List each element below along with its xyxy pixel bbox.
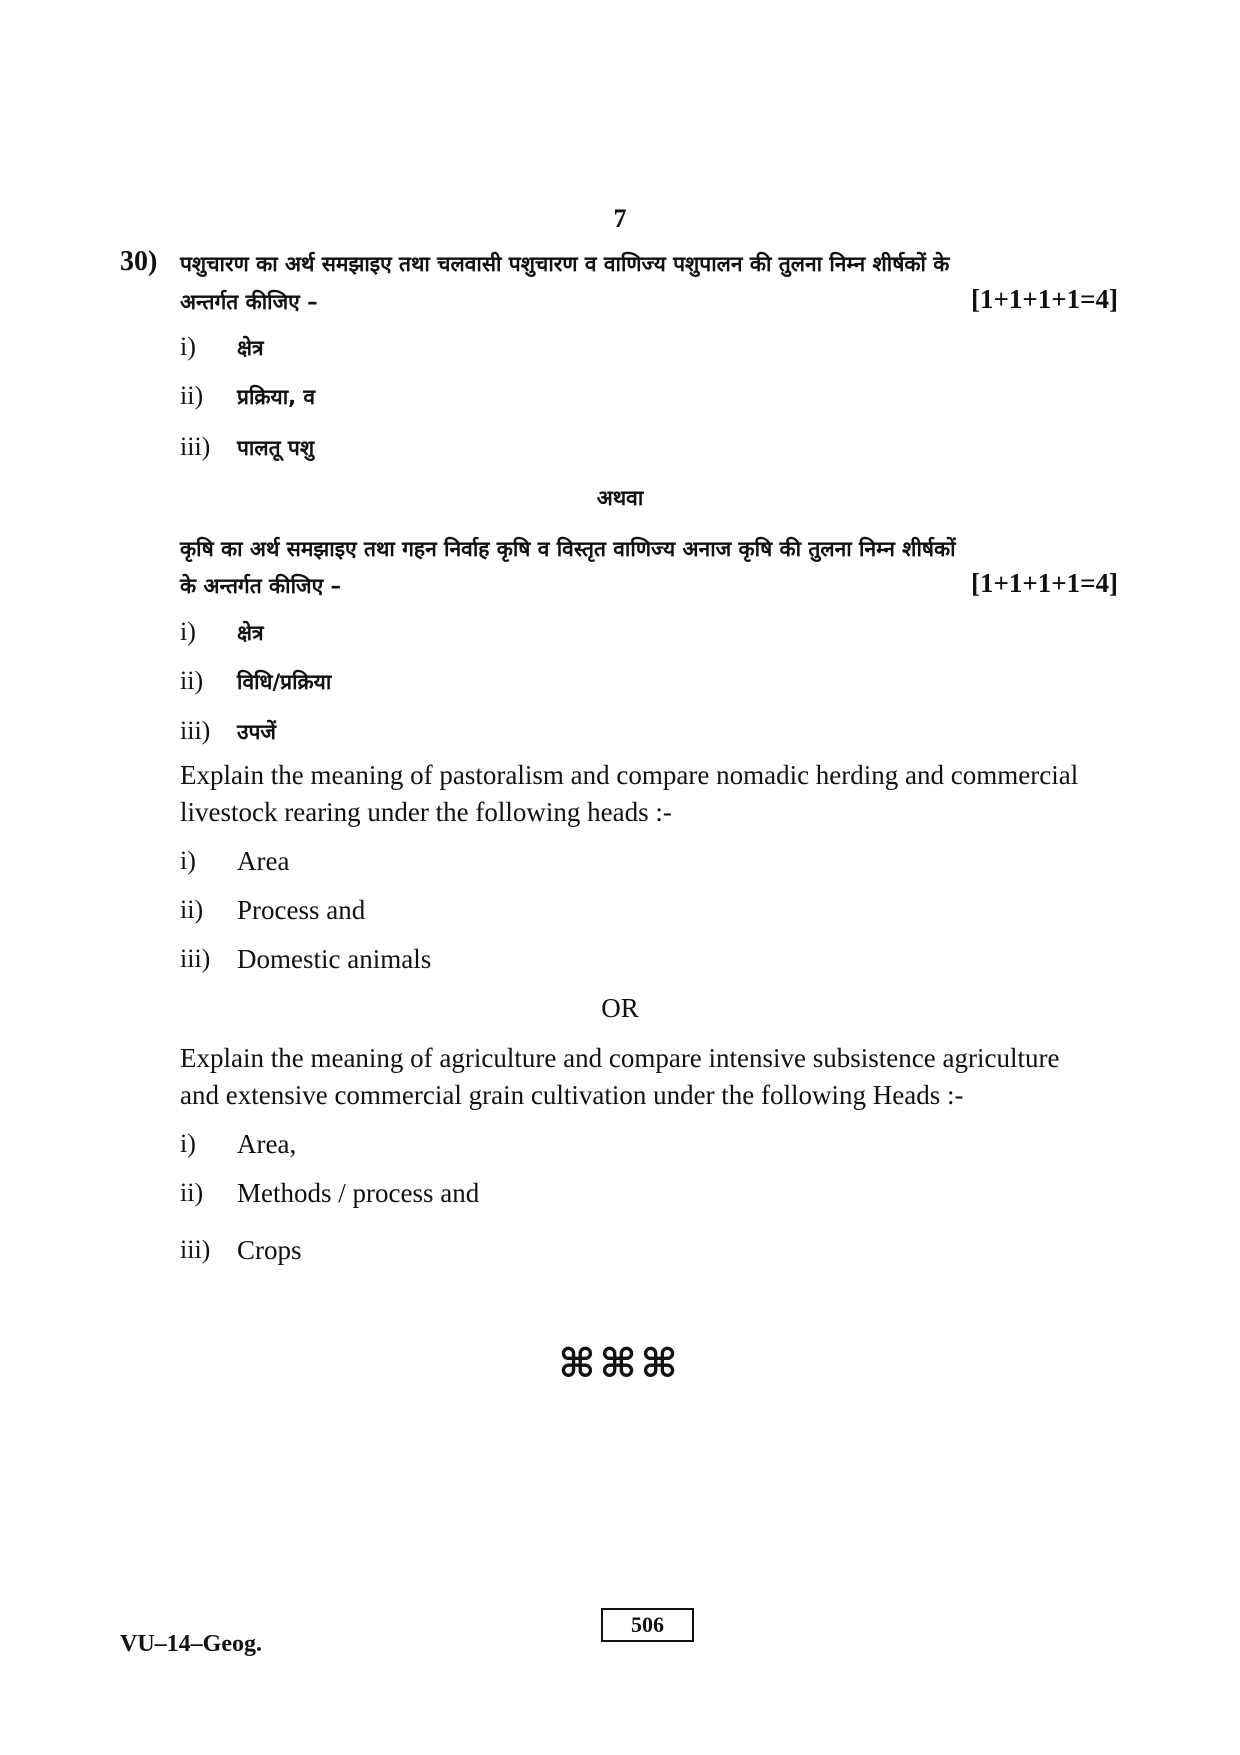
english-q1-line1: Explain the meaning of pastoralism and compare nomadic herding and commercial — [180, 760, 1079, 790]
list-item-text: Domestic animals — [237, 944, 432, 974]
list-item-text: Methods / process and — [237, 1178, 480, 1208]
question-number: 30) — [120, 246, 158, 277]
page-number: 7 — [613, 204, 627, 233]
hindi-q2-line1: कृषि का अर्थ समझाइए तथा गहन निर्वाह कृषि व विस्तृत वाणिज्य अनाज कृषि की तुलना निम्न शीर्षकों — [180, 537, 956, 561]
english-q2-line1: Explain the meaning of agriculture and compare intensive subsistence agriculture — [180, 1043, 1060, 1073]
paper-code: VU–14–Geog. — [120, 1631, 262, 1657]
list-item-number: iii) — [180, 944, 211, 973]
page-code-box: 506 — [601, 1608, 694, 1642]
list-item-number: i) — [180, 332, 196, 361]
list-item-number: iii) — [180, 716, 211, 745]
list-item-text: क्षेत्र — [237, 336, 264, 360]
or-english: OR — [601, 993, 639, 1023]
list-item-number: iii) — [180, 432, 211, 461]
list-item-text: क्षेत्र — [237, 621, 264, 645]
hindi-q1-line1: पशुचारण का अर्थ समझाइए तथा चलवासी पशुचारण व वाणिज्य पशुपालन की तुलना निम्न शीर्षकों के — [180, 252, 950, 276]
hindi-q1-line2: अन्तर्गत कीजिए – — [180, 290, 318, 314]
list-item-number: ii) — [180, 666, 204, 695]
list-item-text: उपजें — [237, 720, 277, 744]
list-item-number: i) — [180, 1129, 196, 1158]
english-q1-line2: livestock rearing under the following heads :- — [180, 797, 672, 827]
list-item-text: Area, — [237, 1129, 297, 1159]
list-item-text: Crops — [237, 1235, 302, 1265]
list-item-number: iii) — [180, 1235, 211, 1264]
hindi-q1-marks: [1+1+1+1=4] — [970, 284, 1118, 314]
hindi-q2-line2: के अन्तर्गत कीजिए – — [180, 574, 342, 598]
list-item-number: i) — [180, 846, 196, 875]
list-item-text: Area — [237, 846, 290, 876]
list-item-text: प्रक्रिया, व — [237, 385, 316, 409]
list-item-number: ii) — [180, 895, 204, 924]
list-item-text: Process and — [237, 895, 366, 925]
hindi-q2-marks: [1+1+1+1=4] — [970, 568, 1118, 598]
end-of-paper-symbols: ⌘⌘⌘ — [558, 1341, 682, 1386]
list-item-number: ii) — [180, 1178, 204, 1207]
list-item-number: ii) — [180, 381, 204, 410]
list-item-text: पालतू पशु — [237, 436, 315, 460]
english-q2-line2: and extensive commercial grain cultivation under the following Heads :- — [180, 1080, 964, 1110]
list-item-number: i) — [180, 617, 196, 646]
or-hindi: अथवा — [596, 486, 644, 510]
list-item-text: विधि/प्रक्रिया — [237, 670, 332, 694]
